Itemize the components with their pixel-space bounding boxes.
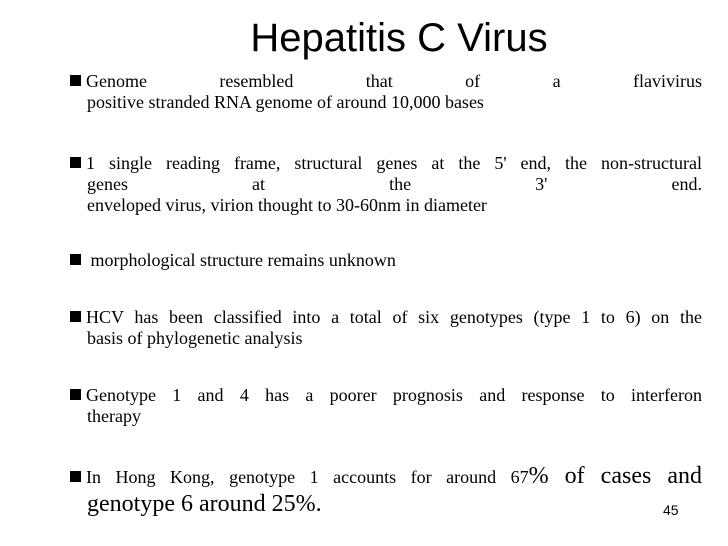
bullet-text-line: morphological structure remains unknown — [86, 250, 396, 270]
bullet-morphology — [70, 250, 702, 271]
square-bullet-icon — [70, 471, 81, 482]
bullet-text-line: basis of phylogenetic analysis — [87, 328, 303, 348]
bullet-reading-frame — [70, 153, 702, 216]
bullet-genotypes — [70, 307, 702, 349]
bullet-genome — [70, 71, 702, 113]
bullet-text-line: Genome resembled that of a flavivirus — [86, 71, 702, 91]
bullet-text-line: genes at the 3' end. — [87, 174, 702, 194]
bullet-text-large: % of cases and — [528, 463, 702, 489]
square-bullet-icon — [70, 254, 81, 265]
bullet-text-line: HCV has been classified into a total of six genotypes (type 1 to 6) on the — [86, 307, 702, 327]
slide-title: Hepatitis C Virus — [250, 16, 548, 60]
square-bullet-icon — [70, 75, 81, 86]
bullet-text-line: Genotype 1 and 4 has a poorer prognosis and response to interferon — [86, 385, 702, 405]
bullet-prognosis — [70, 385, 702, 427]
bullet-text-line: positive stranded RNA genome of around 10,000 bases — [87, 92, 484, 112]
bullet-text-line: therapy — [87, 406, 141, 426]
page-number: 45 — [663, 502, 679, 518]
bullet-text-line: In Hong Kong, genotype 1 accounts for around 67 — [86, 467, 529, 487]
bullet-text-line: 1 single reading frame, structural genes at the 5' end, the non-structural — [86, 153, 702, 173]
bullet-text-line: enveloped virus, virion thought to 30-60nm in diameter — [87, 195, 487, 215]
square-bullet-icon — [70, 389, 81, 400]
bullet-text-line: genotype 6 around 25%. — [87, 491, 322, 517]
square-bullet-icon — [70, 311, 81, 322]
square-bullet-icon — [70, 157, 81, 168]
bullet-hong-kong — [70, 463, 702, 518]
